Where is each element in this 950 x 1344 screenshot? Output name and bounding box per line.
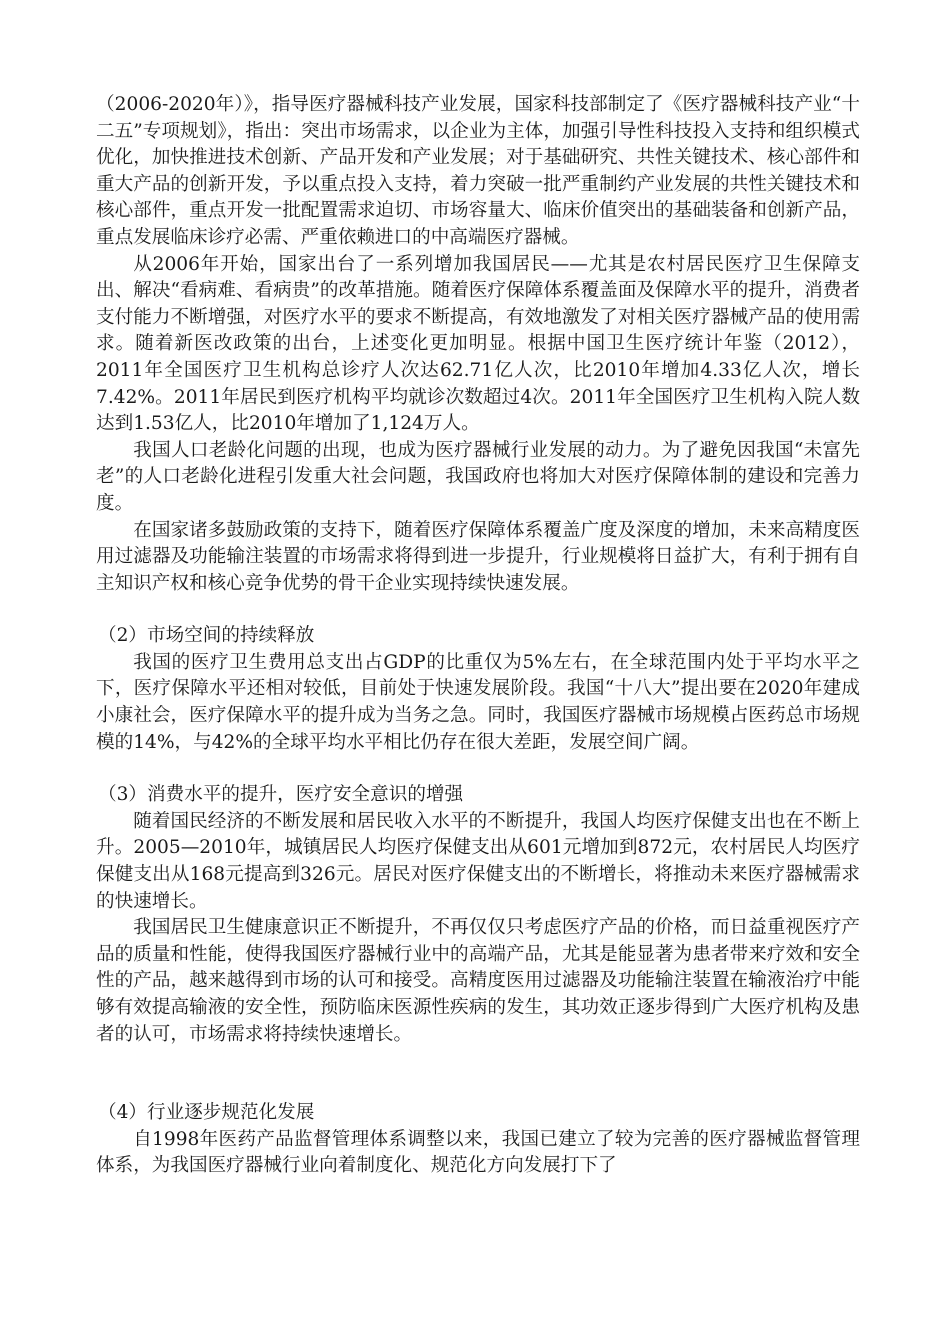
paragraph-safety-awareness: 我国居民卫生健康意识正不断提升，不再仅仅只考虑医疗产品的价格，而日益重视医疗产品的质量和性能，使得我国医疗器械行业中的高端产品，尤其是能显著为患者带来疗效和安全性的产品，越来越得到市场的认可和接受。高精度医用过滤器及功能输注装置在输液治疗中能够有效提高输液的安全性，预防临床医源性疾病的发生，其功效正逐步得到广大医疗机构及患者的认可，市场需求将持续快速增长。	[96, 917, 860, 1045]
paragraph-reform-measures: 从2006年开始，国家出台了一系列增加我国居民——尤其是农村居民医疗卫生保障支出、解决“看病难、看病贵”的改革措施。随着医疗保障体系覆盖面及保障水平的提升，消费者支付能力不断增强，对医疗水平的要求不断提高，有效地激发了对相关医疗器械产品的使用需求。随着新医改政策的出台，上述变化更加明显。根据中国卫生医疗统计年鉴（2012），2011年全国医疗卫生机构总诊疗人次达62.71亿人次，比2010年增加4.33亿人次，增长7.42%。2011年居民到医疗机构平均就诊次数超过4次。2011年全国医疗卫生机构入院人数达到1.53亿人，比2010年增加了1,124万人。	[96, 253, 860, 435]
section-heading-consumption: （3）消费水平的提升，医疗安全意识的增强	[98, 784, 464, 806]
section-heading-regulation: （4）行业逐步规范化发展	[98, 1102, 315, 1124]
paragraph-aging-population: 我国人口老龄化问题的出现，也成为医疗器械行业发展的动力。为了避免因我国“未富先老”的人口老龄化进程引发重大社会问题，我国政府也将加大对医疗保障体制的建设和完善力度。	[96, 439, 860, 514]
section-heading-market-space: （2）市场空间的持续释放	[98, 625, 315, 647]
paragraph-policy-plan: （2006-2020年）》，指导医疗器械科技产业发展，国家科技部制定了《医疗器械科技产业“十二五”专项规划》，指出：突出市场需求，以企业为主体，加强引导性科技投入支持和组织模式优化，加快推进技术创新、产品开发和产业发展；对于基础研究、共性关键技术、核心部件和重大产品的创新开发，予以重点投入支持，着力突破一批严重制约产业发展的共性关键技术和核心部件，重点开发一批配置需求迫切、市场容量大、临床价值突出的基础装备和创新产品，重点发展临床诊疗必需、严重依赖进口的中高端医疗器械。	[96, 94, 860, 248]
paragraph-policy-support: 在国家诸多鼓励政策的支持下，随着医疗保障体系覆盖广度及深度的增加，未来高精度医用过滤器及功能输注装置的市场需求将得到进一步提升，行业规模将日益扩大，有利于拥有自主知识产权和核心竞争优势的骨干企业实现持续快速发展。	[96, 519, 860, 594]
document-page	[96, 92, 860, 1180]
paragraph-regulation: 自1998年医药产品监督管理体系调整以来，我国已建立了较为完善的医疗器械监督管理体系，为我国医疗器械行业向着制度化、规范化方向发展打下了	[96, 1128, 860, 1177]
paragraph-health-spending: 随着国民经济的不断发展和居民收入水平的不断提升，我国人均医疗保健支出也在不断上升。2005—2010年，城镇居民人均医疗保健支出从601元增加到872元，农村居民人均医疗保健支出从168元提高到326元。居民对医疗保健支出的不断增长，将推动未来医疗器械需求的快速增长。	[96, 810, 860, 912]
paragraph-market-space: 我国的医疗卫生费用总支出占GDP的比重仅为5%左右，在全球范围内处于平均水平之下，医疗保障水平还相对较低，目前处于快速发展阶段。我国“十八大”提出要在2020年建成小康社会，医疗保障水平的提升成为当务之急。同时，我国医疗器械市场规模占医药总市场规模的14%，与42%的全球平均水平相比仍存在很大差距，发展空间广阔。	[96, 651, 860, 753]
